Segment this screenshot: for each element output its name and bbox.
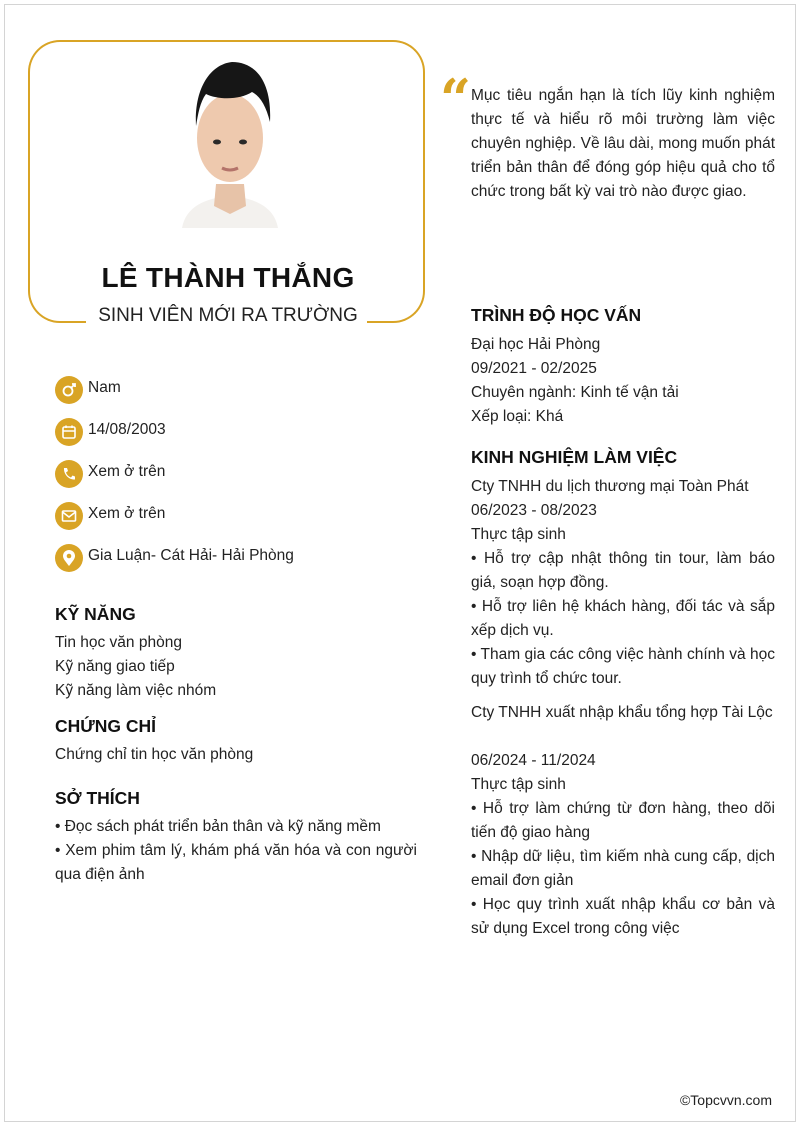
certificate-item: Chứng chỉ tin học văn phòng: [55, 746, 254, 763]
contact-phone: [55, 460, 395, 490]
contact-text: Nam: [88, 379, 121, 396]
job-role: Thực tập sinh: [471, 526, 566, 543]
education-period: 09/2021 - 02/2025: [471, 360, 597, 377]
job-task: • Nhập dữ liệu, tìm kiếm nhà cung cấp, dịch email đơn giản: [471, 848, 775, 889]
contact-text: Xem ở trên: [88, 463, 166, 480]
job-task: • Tham gia các công việc hành chính và học quy trình tổ chức tour.: [471, 646, 775, 687]
contact-text: Xem ở trên: [88, 505, 166, 522]
contact-text: Gia Luận- Cát Hải- Hải Phòng: [88, 547, 294, 564]
job-company: Cty TNHH du lịch thương mại Toàn Phát: [471, 478, 749, 495]
experience-heading: KINH NGHIỆM LÀM VIỆC: [471, 447, 678, 467]
candidate-title: SINH VIÊN MỚI RA TRƯỜNG: [98, 305, 358, 326]
profile-photo: [172, 56, 288, 228]
quote-icon: “: [440, 67, 472, 131]
education-grade: Xếp loại: Khá: [471, 408, 564, 425]
skill-item: Kỹ năng làm việc nhóm: [55, 682, 217, 699]
contact-email: [55, 502, 395, 532]
skills-heading: KỸ NĂNG: [55, 604, 136, 624]
certificates-heading: CHỨNG CHỈ: [55, 716, 157, 736]
job-period: 06/2024 - 11/2024: [471, 752, 596, 769]
hobby-item: • Đọc sách phát triển bản thân và kỹ năng mềm: [55, 818, 381, 835]
job-role: Thực tập sinh: [471, 776, 566, 793]
job-task: • Hỗ trợ làm chứng từ đơn hàng, theo dõi tiến độ giao hàng: [471, 800, 775, 841]
job-task: • Hỗ trợ cập nhật thông tin tour, làm báo giá, soạn hợp đồng.: [471, 550, 775, 591]
job-task: • Học quy trình xuất nhập khẩu cơ bản và sử dụng Excel trong công việc: [471, 896, 775, 937]
career-objective: Mục tiêu ngắn hạn là tích lũy kinh nghiệm thực tế và hiểu rõ môi trường làm việc chuyên nghiệp. Về lâu dài, mong muốn phát triển bản thân để đóng góp hiệu quả cho tổ chức trong bất kỳ vai trò nào được giao.: [471, 87, 775, 200]
candidate-name: LÊ THÀNH THẮNG: [101, 262, 355, 293]
email-icon: [55, 502, 83, 530]
hobby-item: • Xem phim tâm lý, khám phá văn hóa và con người qua điện ảnh: [55, 842, 417, 883]
job-period: 06/2023 - 08/2023: [471, 502, 597, 519]
footer-credit: ©Topcvvn.com: [679, 1092, 772, 1108]
job-company: Cty TNHH xuất nhập khẩu tổng hợp Tài Lộc: [471, 704, 773, 721]
calendar-icon: [55, 418, 83, 446]
skill-item: Kỹ năng giao tiếp: [55, 658, 175, 675]
job-task: • Hỗ trợ liên hệ khách hàng, đối tác và sắp xếp dịch vụ.: [471, 598, 775, 639]
gender-icon: [55, 376, 83, 404]
hobbies-heading: SỞ THÍCH: [55, 788, 140, 808]
location-icon: [55, 544, 83, 572]
education-school: Đại học Hải Phòng: [471, 336, 601, 353]
contact-gender: [55, 376, 395, 406]
contact-text: 14/08/2003: [88, 421, 166, 438]
education-major: Chuyên ngành: Kinh tế vận tải: [471, 384, 679, 401]
skill-item: Tin học văn phòng: [55, 634, 182, 651]
contact-birthday: [55, 418, 395, 448]
education-heading: TRÌNH ĐỘ HỌC VẤN: [471, 305, 642, 325]
contact-address: [55, 544, 395, 574]
phone-icon: [55, 460, 83, 488]
